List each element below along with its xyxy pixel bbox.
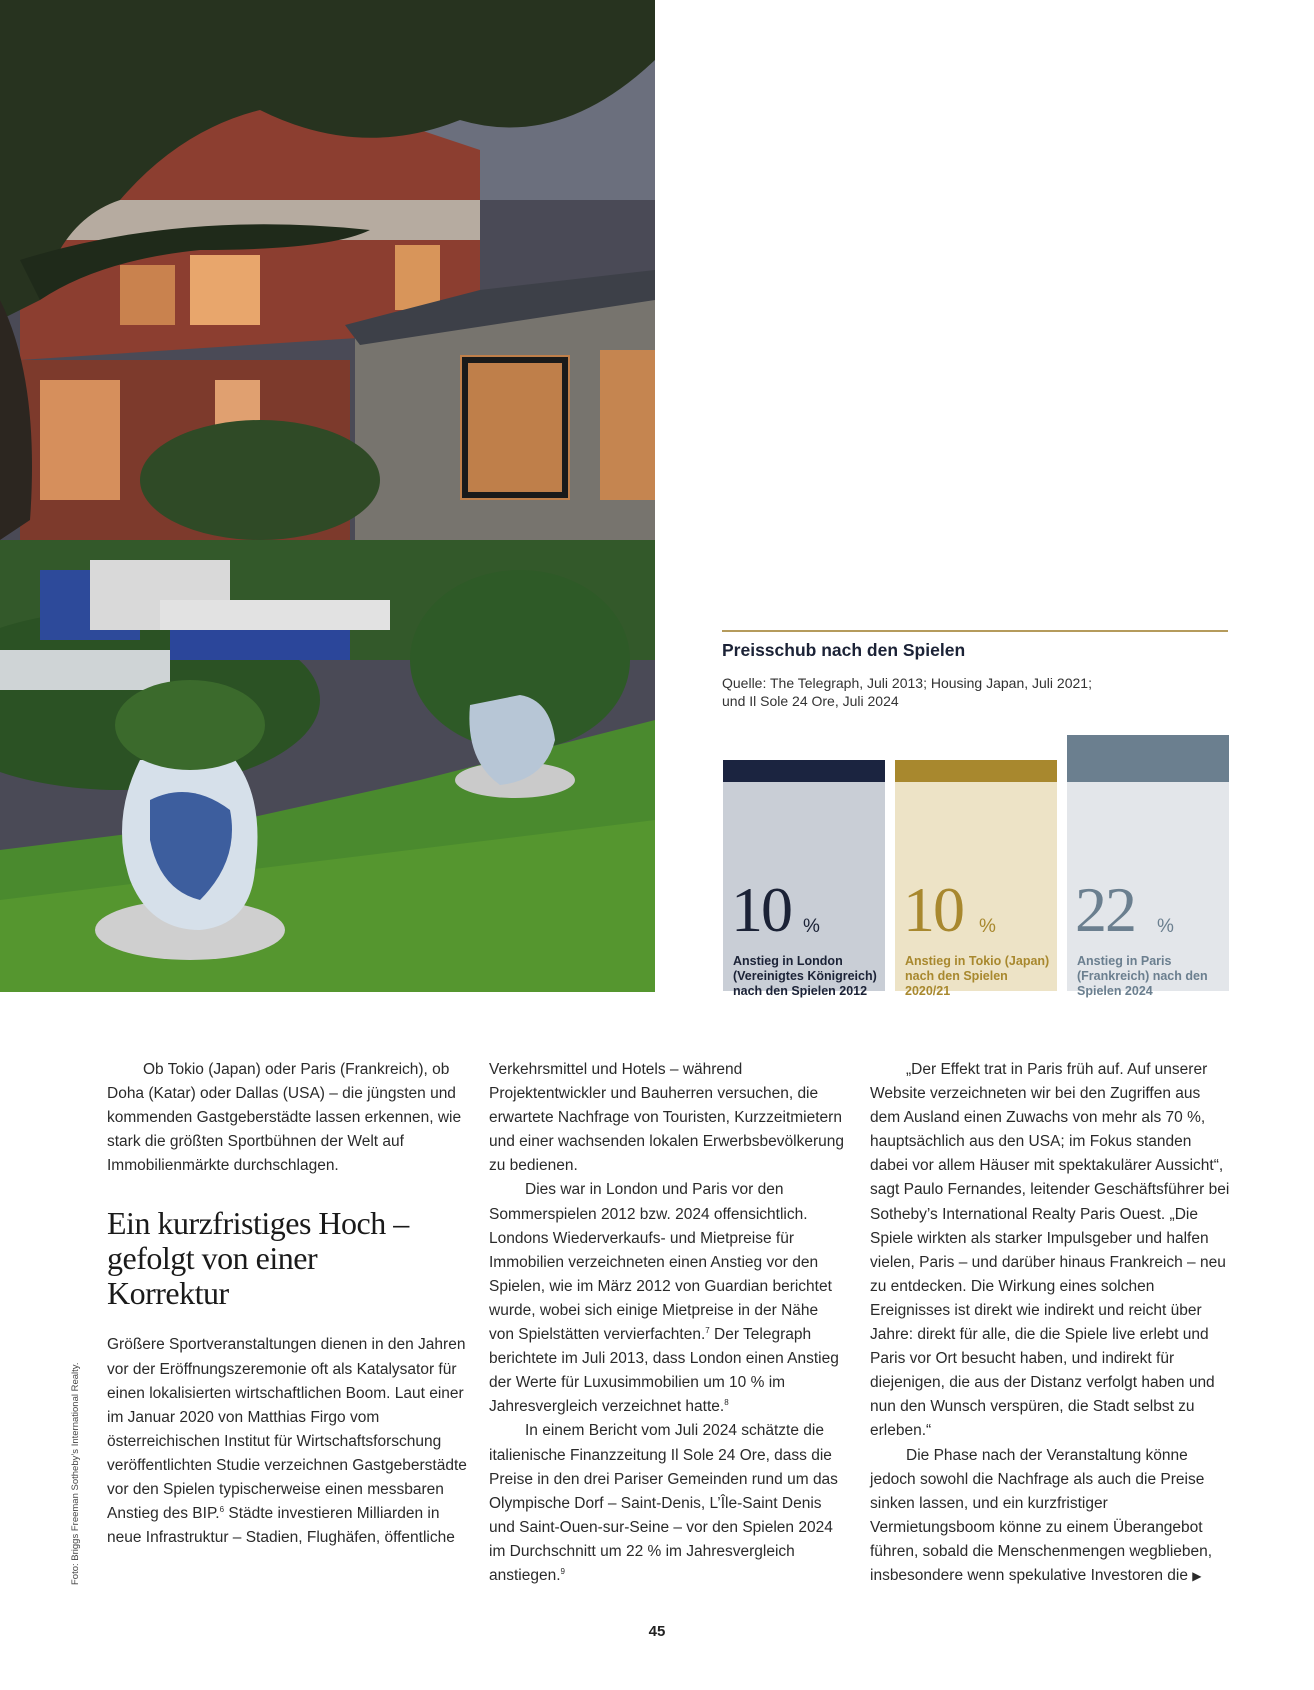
stats-title: Preisschub nach den Spielen xyxy=(722,640,966,660)
quote-paragraph: „Der Effekt trat in Paris früh auf. Auf unserer Website verzeichneten wir bei den Zugriffen aus dem Ausland einen Zuwachs von mehr als 70 %, hauptsächlich aus den USA; im Fokus standen dabei vor allem Häuser mit spektakulärer Aussicht“, sagt Paulo Fernandes, leitender Geschäftsführer bei Sotheby’s International Realty Paris Ouest. „Die Spiele wirkten als starker Impulsgeber und halfen vielen, Paris – und darüber hinaus Frankreich – neu zu entdecken. Die Wirkung eines solchen Ereignisses ist direkt wie indirekt und reicht über Jahre: direkt für alle, die die Spiele live erlebt und Paris vor Ort besucht haben, und indirekt für diejenigen, die aus der Distanz verfolgt haben und nun den Wunsch verspüren, die Stadt selbst zu erleben.“ xyxy=(870,1061,1230,1440)
stat-unit: % xyxy=(979,916,996,937)
body-paragraph xyxy=(870,1444,1232,1589)
body-text: Städte investieren Milliarden in neue Infrastruktur – Stadien, Flughäfen, öffentliche xyxy=(107,1505,455,1547)
footnote-marker: 7 xyxy=(705,1325,710,1335)
house-garden-photo-icon xyxy=(0,0,655,992)
footnote-marker: 9 xyxy=(560,1566,565,1576)
footnote-marker: 8 xyxy=(724,1398,729,1408)
photo-credit: Foto: Briggs Freeman Sotheby’s International Realty. xyxy=(70,1362,81,1585)
footnote-marker: 6 xyxy=(219,1504,225,1514)
section-heading: Ein kurzfristiges Hoch – gefolgt von einer Korrektur xyxy=(107,1205,409,1312)
stats-divider xyxy=(722,630,1228,632)
stat-description: Anstieg in Tokio (Japan) nach den Spielen 2020/21 xyxy=(905,954,1050,998)
body-paragraph: Verkehrsmittel und Hotels – während Projektentwickler und Bauherren versuchen, die erwartete Nachfrage von Touristen, Kurzzeitmietern und einer wachsenden lokalen Erwerbsbevölkerung zu bedienen. xyxy=(489,1061,845,1175)
intro-paragraph: Ob Tokio (Japan) oder Paris (Frankreich), ob Doha (Katar) oder Dallas (USA) – die jüngsten und kommenden Gastgeberstädte lassen erkennen, wie stark die größten Sportbühnen der Welt auf Immobilienmärkte durchschlagen. xyxy=(107,1061,462,1175)
stat-number: 10 xyxy=(903,874,963,945)
stat-card-body xyxy=(895,782,1057,998)
stat-number: 22 xyxy=(1075,874,1135,945)
stat-card-top-bar xyxy=(895,760,1057,782)
stat-description: Anstieg in London (Vereinigtes Königreich) nach den Spielen 2012 xyxy=(733,954,877,998)
stat-description: Anstieg in Paris (Frankreich) nach den Spielen 2024 xyxy=(1077,954,1208,998)
continue-arrow-icon: ▶ xyxy=(1192,1568,1202,1583)
stat-card-body xyxy=(1067,782,1229,998)
body-paragraph xyxy=(107,1333,469,1550)
body-paragraph xyxy=(489,1178,844,1419)
body-paragraph xyxy=(489,1419,844,1588)
stat-card-body xyxy=(723,782,885,998)
stat-unit: % xyxy=(803,916,820,937)
page-number: 45 xyxy=(648,1623,666,1640)
body-text: Größere Sportveranstaltungen dienen in den Jahren vor der Eröffnungszeremonie oft als Katalysator für einen lokalisierten wirtschaftlichen Boom. Laut einer im Januar 2020 von Matthias Firgo vom österreichischen Institut für Wirtschaftsforschung veröffentlichten Studie verzeichnen Gastgeberstädte vor den Spielen typischerweise einen messbaren Anstieg des BIP. xyxy=(107,1336,467,1523)
stat-card-top-bar xyxy=(723,760,885,782)
stat-number: 10 xyxy=(731,874,791,945)
stats-source: Quelle: The Telegraph, Juli 2013; Housing Japan, Juli 2021; und Il Sole 24 Ore, Juli 2024 xyxy=(722,675,1092,709)
article-column-1 xyxy=(107,1058,469,1550)
body-text: Der Telegraph berichtete im Juli 2013, dass London einen Anstieg der Werte für Luxusimmobilien um 10 % im Jahresvergleich verzeichnet hatte. xyxy=(489,1326,839,1416)
stat-unit: % xyxy=(1157,916,1174,937)
article-column-3 xyxy=(870,1058,1232,1588)
body-text: In einem Bericht vom Juli 2024 schätzte die italienische Finanzzeitung Il Sole 24 Ore, dass die Preise in den drei Pariser Gemeinden rund um das Olympische Dorf – Saint-Denis, L’Île-Saint Denis und Saint-Ouen-sur-Seine – vor den Spielen 2024 im Durchschnitt um 22 % im Jahresvergleich anstiegen. xyxy=(489,1422,838,1584)
body-text: Dies war in London und Paris vor den Sommerspielen 2012 bzw. 2024 offensichtlich. Londons Wiederverkaufs- und Mietpreise für Immobilien verzeichneten einen Anstieg vor den Spielen, wie im März 2012 von Guardian berichtet wurde, wobei sich einige Mietpreise in der Nähe von Spielstätten vervierfachten. xyxy=(489,1181,832,1344)
body-text: Die Phase nach der Veranstaltung könne jedoch sowohl die Nachfrage als auch die Preise sinken lassen, und ein kurzfristiger Vermietungsboom könne zu einem Überangebot führen, sobald die Menschenmengen wegblieben, insbesondere wenn spekulative Investoren die xyxy=(870,1446,1213,1584)
house-garden-photo xyxy=(0,0,655,992)
stat-card-top-bar xyxy=(1067,735,1229,782)
article-column-2 xyxy=(489,1058,844,1588)
